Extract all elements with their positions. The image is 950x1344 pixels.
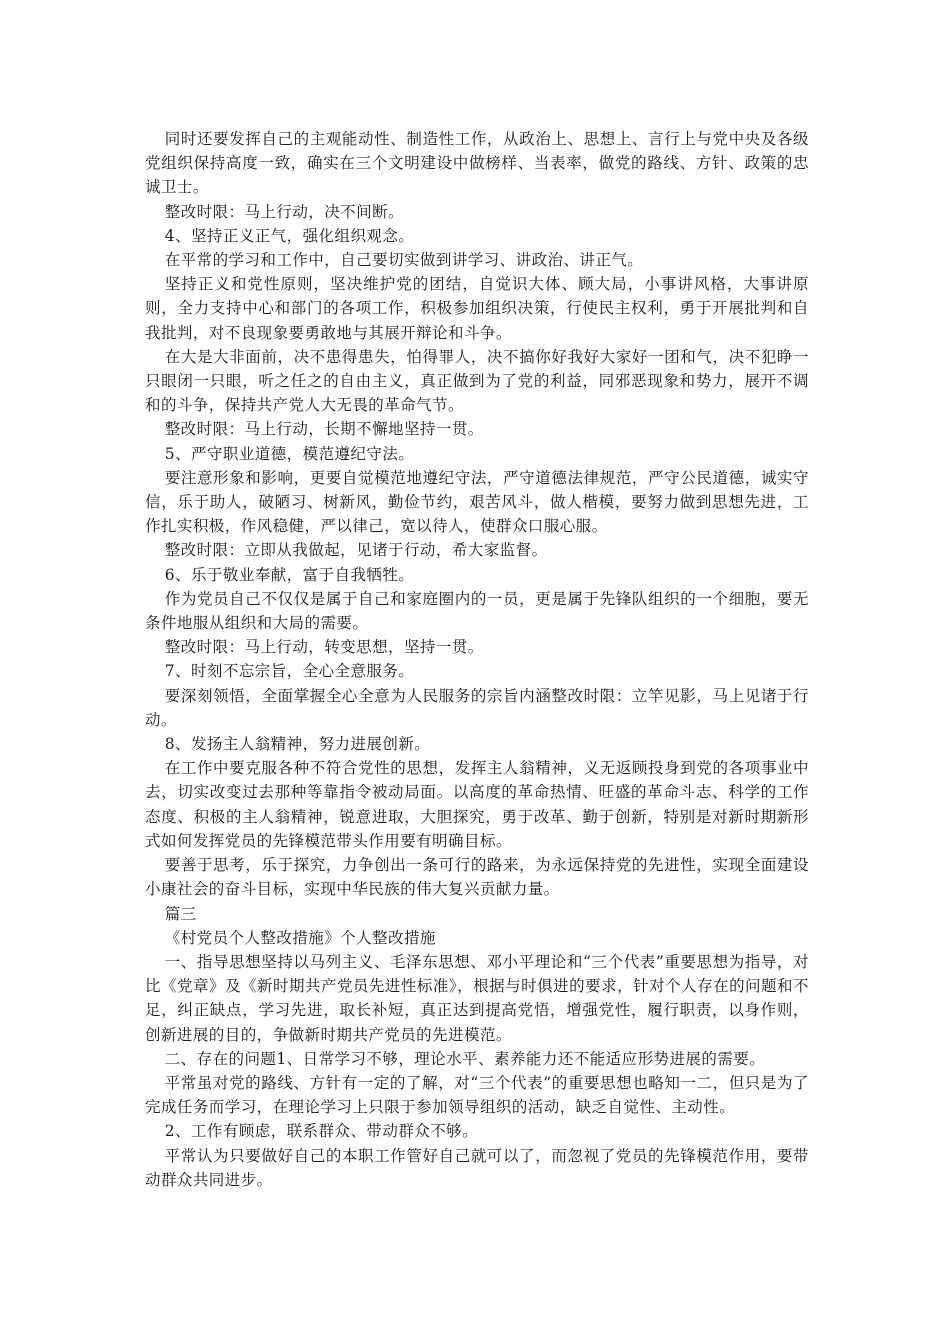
paragraph: 在大是大非面前，决不患得患失，怕得罪人，决不搞你好我好大家好一团和气，决不犯睁一只眼闭一只眼，听之任之的自由主义，真正做到为了党的利益，同邪恶现象和势力，展开不调和的斗争，保持共产党人大无畏的革命气节。 — [145, 347, 809, 415]
paragraph: 整改时限：立即从我做起，见诸于行动，希大家监督。 — [164, 541, 548, 560]
paragraph: 平常认为只要做好自己的本职工作管好自己就可以了，而忽视了党员的先锋模范作用，要带动群众共同进步。 — [145, 1146, 809, 1189]
paragraph: 在平常的学习和工作中，自己要切实做到讲学习、讲政治、讲正气。 — [164, 251, 644, 270]
paragraph: 2、工作有顾虑，联系群众、带动群众不够。 — [164, 1122, 479, 1141]
paragraph: 8、发扬主人翁精神，努力进展创新。 — [164, 735, 431, 754]
paragraph: 要注意形象和影响，更要自觉模范地遵纪守法，严守道德法律规范，严守公民道德，诚实守信，乐于助人，破陋习、树新风，勤俭节约，艰苦风斗，做人楷模，要努力做到思想先进，工作扎实积极，作风稳健，严以律己，宽以待人，使群众口服心服。 — [145, 468, 809, 536]
paragraph: 5、严守职业道德，模范遵纪守法。 — [164, 444, 415, 463]
paragraph: 7、时刻不忘宗旨，全心全意服务。 — [164, 662, 415, 681]
paragraph: 要善于思考，乐于探究，力争创出一条可行的路来，为永远保持党的先进性，实现全面建设小康社会的奋斗目标，实现中华民族的伟大复兴贡献力量。 — [145, 856, 809, 899]
paragraph: 6、乐于敬业奉献，富于自我牺牲。 — [164, 565, 415, 584]
section-title: 《村党员个人整改措施》个人整改措施 — [164, 928, 436, 947]
section-heading: 篇三 — [164, 904, 197, 923]
paragraph: 坚持正义和党性原则，坚决维护党的团结，自觉识大体、顾大局，小事讲风格，大事讲原则，全力支持中心和部门的各项工作，积极参加组织决策，行使民主权利，勇于开展批判和自我批判，对不良现象要勇敢地与其展开辩论和斗争。 — [145, 275, 809, 342]
paragraph: 要深刻领悟，全面掌握全心全意为人民服务的宗旨内涵整改时限：立竿见影，马上见诸于行动。 — [145, 686, 809, 729]
paragraph: 二、存在的问题1、日常学习不够，理论水平、素养能力还不能适应形势进展的需要。 — [164, 1049, 766, 1068]
paragraph: 整改时限：马上行动，转变思想，坚持一贯。 — [164, 638, 484, 657]
paragraph: 整改时限：马上行动，长期不懈地坚持一贯。 — [164, 420, 484, 439]
paragraph: 作为党员自己不仅仅是属于自己和家庭圈内的一员，更是属于先锋队组织的一个细胞，要无条件地服从组织和大局的需要。 — [145, 589, 809, 633]
document-body — [145, 127, 809, 1192]
paragraph: 同时还要发挥自己的主观能动性、制造性工作，从政治上、思想上、言行上与党中央及各级党组织保持高度一致，确实在三个文明建设中做榜样、当表率，做党的路线、方针、政策的忠诚卫士。 — [145, 130, 809, 197]
paragraph: 平常虽对党的路线、方针有一定的了解，对“三个代表”的重要思想也略知一二，但只是为了完成任务而学习，在理论学习上只限于参加领导组织的活动，缺乏自觉性、主动性。 — [145, 1073, 809, 1117]
paragraph: 4、坚持正义正气，强化组织观念。 — [164, 226, 415, 245]
paragraph: 整改时限：马上行动，决不间断。 — [164, 202, 404, 221]
paragraph: 一、指导思想坚持以马列主义、毛泽东思想、邓小平理论和“三个代表”重要思想为指导，对比《党章》及《新时期共产党员先进性标准》，根据与时俱进的要求，针对个人存在的问题和不足，纠正缺点，学习先进，取长补短，真正达到提高党悟，增强党性，履行职责，以身作则，创新进展的目的，争做新时期共产党员的先进模范。 — [145, 952, 809, 1044]
paragraph: 在工作中要克服各种不符合党性的思想，发挥主人翁精神，义无返顾投身到党的各项事业中去，切实改变过去那种等靠指令被动局面。以高度的革命热情、旺盛的革命斗志、科学的工作态度、积极的主人翁精神，锐意进取，大胆探究，勇于改革、勤于创新，特别是对新时期新形式如何发挥党员的先锋模范带头作用要有明确目标。 — [145, 759, 809, 850]
